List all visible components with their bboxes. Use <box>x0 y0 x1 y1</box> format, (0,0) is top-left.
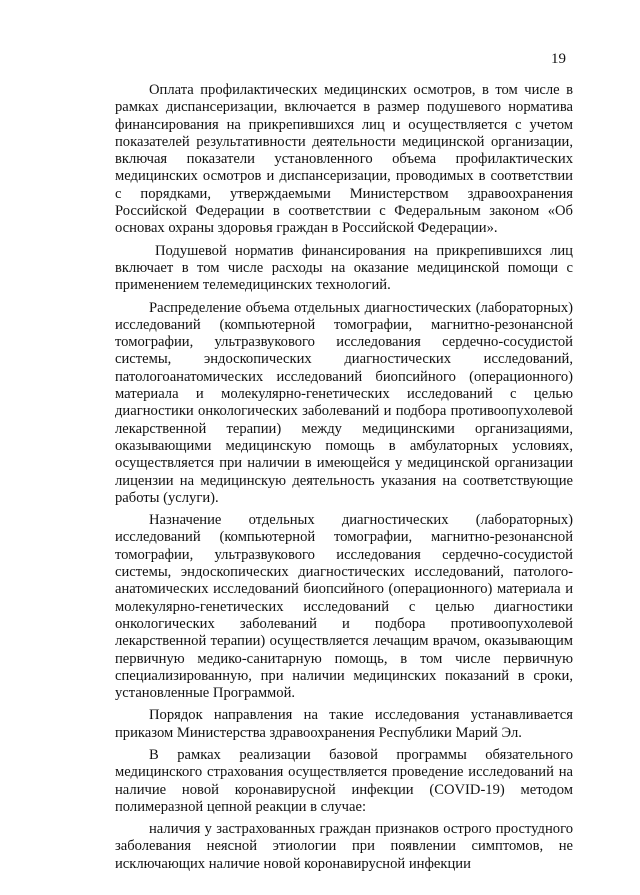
paragraph-diagnostics-distribution: Распределение объема отдельных диагностических (лабораторных) исследований (компьютерной томографии, магнитно-резонансной томографии, ультразвукового исследования сердечно-сосудистой системы, эндоскопических диагностических исследований, патологоанатомических исследований биопсийного (операционного) материала и молекулярно-генетических исследований с целью диагностики онкологических заболеваний и подбора противоопухолевой лекарственной терапии) между медицинскими организациями, оказывающими медицинскую помощь в амбулаторных условиях, осуществляется при наличии в имеющейся у медицинской организации лицензии на медицинскую деятельность указания на соответствующие работы (услуги). <box>115 299 573 506</box>
page-number: 19 <box>551 51 566 67</box>
paragraph-preventive-exams-payment: Оплата профилактических медицинских осмотров, в том числе в рамках диспансеризации, включается в размер подушевого норматива финансирования на прикрепившихся лиц и осуществляется с учетом показателей результативности деятельности медицинской организации, включая показатели установленного объема профилактических медицинских осмотров и диспансеризации, проводимых в соответствии с порядками, утверждаемыми Министерством здравоохранения Российской Федерации в соответствии с Федеральным законом «Об основах охраны здоровья граждан в Российской Федерации». <box>115 82 573 237</box>
body-text <box>115 82 573 873</box>
paragraph-diagnostics-prescription: Назначение отдельных диагностических (лабораторных) исследований (компьютерной томографии, магнитно-резонансной томографии, ультразвукового исследования сердечно-сосудистой системы, эндоскопических диагностических исследований, патолого-анатомических исследований биопсийного (операционного) материала и молекулярно-генетических исследований с целью диагностики онкологических заболеваний и подбора противоопухолевой лекарственной терапии) осуществляется лечащим врачом, оказывающим первичную медико-санитарную помощь, в том числе первичную специализированную, при наличии медицинских показаний в сроки, установленные Программой. <box>115 512 573 702</box>
paragraph-covid-symptoms: наличия у застрахованных граждан признаков острого простудного заболевания неясной этиологии при появлении симптомов, не исключающих наличие новой коронавирусной инфекции <box>115 821 573 872</box>
paragraph-referral-procedure: Порядок направления на такие исследования устанавливается приказом Министерства здравоохранения Республики Марий Эл. <box>115 707 573 741</box>
paragraph-covid-testing: В рамках реализации базовой программы обязательного медицинского страхования осуществляется проведение исследований на наличие новой коронавирусной инфекции (COVID-19) методом полимеразной цепной реакции в случае: <box>115 746 573 815</box>
paragraph-per-capita-standard: Подушевой норматив финансирования на прикрепившихся лиц включает в том числе расходы на оказание медицинской помощи с применением телемедицинских технологий. <box>115 242 573 294</box>
